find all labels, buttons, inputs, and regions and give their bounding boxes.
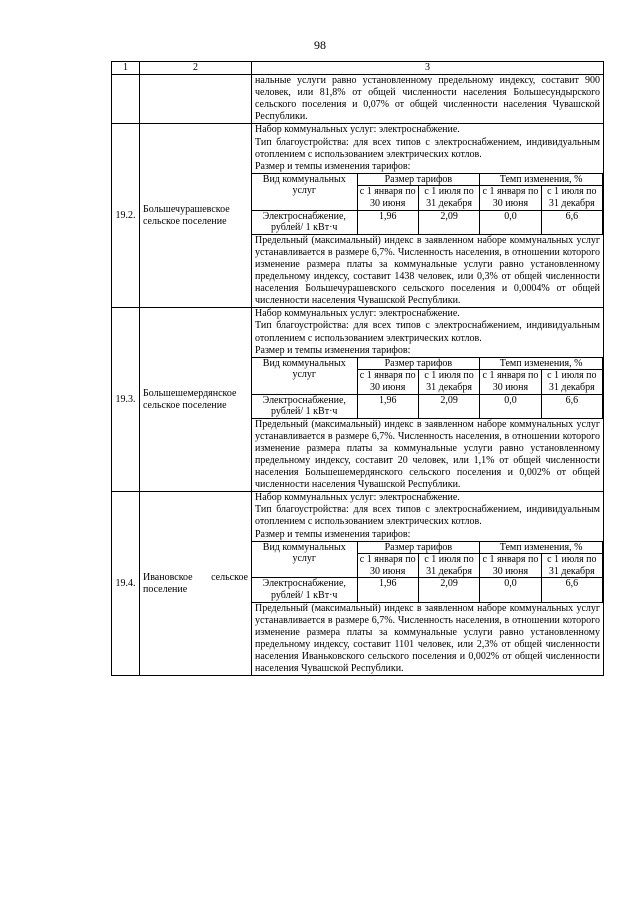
section-number: 19.2.	[112, 124, 140, 308]
section-number: 19.4.	[112, 492, 140, 676]
rate-value-jan: 0,0	[480, 210, 541, 234]
settlement-name: Ивановское сельское поселение	[140, 492, 252, 676]
tariff-caption: Размер и темпы изменения тарифов:	[255, 528, 411, 540]
rate-value-jan: 0,0	[480, 394, 541, 418]
tariff-header-size: Размер тарифов	[357, 541, 480, 554]
column-header-2: 2	[140, 62, 252, 75]
column-header-3: 3	[252, 62, 604, 75]
tariff-value-jul: 2,09	[418, 394, 479, 418]
section-row	[112, 124, 604, 308]
rate-header-jan: с 1 января по 30 июня	[480, 370, 541, 394]
rate-value-jul: 6,6	[541, 210, 602, 234]
tariff-value-jul: 2,09	[418, 210, 479, 234]
tariff-header-jan: с 1 января по 30 июня	[357, 554, 418, 578]
page-number: 98	[314, 38, 326, 52]
tariff-header-jan: с 1 января по 30 июня	[357, 370, 418, 394]
document-table	[111, 61, 604, 676]
tariff-value-jul: 2,09	[418, 578, 479, 602]
rate-header-jan: с 1 января по 30 июня	[480, 554, 541, 578]
tariff-header-jul: с 1 июля по 31 декабря	[418, 554, 479, 578]
tariff-header-size: Размер тарифов	[357, 173, 480, 186]
rate-value-jul: 6,6	[541, 578, 602, 602]
tariff-row-service: Электроснабжение, рублей/ 1 кВт·ч	[252, 210, 357, 234]
tariff-header-service: Вид коммунальных услуг	[252, 541, 357, 578]
summary-text: Предельный (максимальный) индекс в заявленном наборе коммунальных услуг устанавливается в размере 6,7%. Численность населения, в отношении которого изменение размера платы за коммунальные услуги равно установленному предельному индексу, составит 20 человек, или 1,1% от общей численности населения Большешемердянского сельского поселения и 0,002% от общей численности населения Чувашской Республики.	[255, 418, 600, 491]
tariff-caption: Размер и темпы изменения тарифов:	[255, 344, 411, 356]
tariff-table	[252, 173, 603, 235]
rate-header-jul: с 1 июля по 31 декабря	[541, 186, 602, 210]
tariff-header-jul: с 1 июля по 31 декабря	[418, 370, 479, 394]
section-content	[252, 308, 604, 492]
tariff-header-jul: с 1 июля по 31 декабря	[418, 186, 479, 210]
rate-header-jan: с 1 января по 30 июня	[480, 186, 541, 210]
tariff-value-jan: 1,96	[357, 210, 418, 234]
column-header-1: 1	[112, 62, 140, 75]
improvement-type: Тип благоустройства: для всех типов с электроснабжением, индивидуальным отоплением с использованием электрических котлов.	[255, 136, 600, 160]
tariff-row-service: Электроснабжение, рублей/ 1 кВт·ч	[252, 394, 357, 418]
tariff-caption: Размер и темпы изменения тарифов:	[255, 160, 411, 172]
summary-text: Предельный (максимальный) индекс в заявленном наборе коммунальных услуг устанавливается в размере 6,7%. Численность населения, в отношении которого изменение размера платы за коммунальные услуги равно установленному предельному индексу, составит 1101 человек, или 2,3% от общей численности населения Иваньковского сельского поселения и 0,002% от общей численности населения Чувашской Республики.	[255, 602, 600, 675]
tariff-header-rate: Темп изменения, %	[480, 357, 603, 370]
summary-text: Предельный (максимальный) индекс в заявленном наборе коммунальных услуг устанавливается в размере 6,7%. Численность населения, в отношении которого изменение размера платы за коммунальные услуги равно установленному предельному индексу, составит 1438 человек, или 0,3% от общей численности населения Большечурашевского сельского поселения и 0,0004% от общей численности населения Чувашской Республики.	[255, 234, 600, 307]
settlement-name: Большешемердянское сельское поселение	[140, 308, 252, 492]
services-set: Набор коммунальных услуг: электроснабжение.	[255, 124, 460, 136]
tariff-row-service: Электроснабжение, рублей/ 1 кВт·ч	[252, 578, 357, 602]
settlement-name: Большечурашевское сельское поселение	[140, 124, 252, 308]
tariff-value-jan: 1,96	[357, 394, 418, 418]
rate-value-jan: 0,0	[480, 578, 541, 602]
column-header-row	[112, 62, 604, 75]
improvement-type: Тип благоустройства: для всех типов с электроснабжением, индивидуальным отоплением с использованием электрических котлов.	[255, 320, 600, 344]
rate-header-jul: с 1 июля по 31 декабря	[541, 554, 602, 578]
section-content	[252, 492, 604, 676]
section-number: 19.3.	[112, 308, 140, 492]
continuation-row	[112, 75, 604, 124]
tariff-table	[252, 541, 603, 603]
tariff-header-jan: с 1 января по 30 июня	[357, 186, 418, 210]
section-row	[112, 308, 604, 492]
services-set: Набор коммунальных услуг: электроснабжение.	[255, 492, 460, 504]
rate-value-jul: 6,6	[541, 394, 602, 418]
rate-header-jul: с 1 июля по 31 декабря	[541, 370, 602, 394]
tariff-header-size: Размер тарифов	[357, 357, 480, 370]
tariff-header-service: Вид коммунальных услуг	[252, 357, 357, 394]
improvement-type: Тип благоустройства: для всех типов с электроснабжением, индивидуальным отоплением с использованием электрических котлов.	[255, 504, 600, 528]
tariff-table	[252, 357, 603, 419]
tariff-header-rate: Темп изменения, %	[480, 173, 603, 186]
section-content	[252, 124, 604, 308]
services-set: Набор коммунальных услуг: электроснабжение.	[255, 308, 460, 320]
tariff-value-jan: 1,96	[357, 578, 418, 602]
tariff-header-rate: Темп изменения, %	[480, 541, 603, 554]
section-row	[112, 492, 604, 676]
tariff-header-service: Вид коммунальных услуг	[252, 173, 357, 210]
continuation-text: нальные услуги равно установленному предельному индексу, составит 900 человек, или 81,8% от общей численности населения Большесундырского сельского поселения и 0,07% от общей численности населения Чувашской Республики.	[255, 75, 600, 123]
